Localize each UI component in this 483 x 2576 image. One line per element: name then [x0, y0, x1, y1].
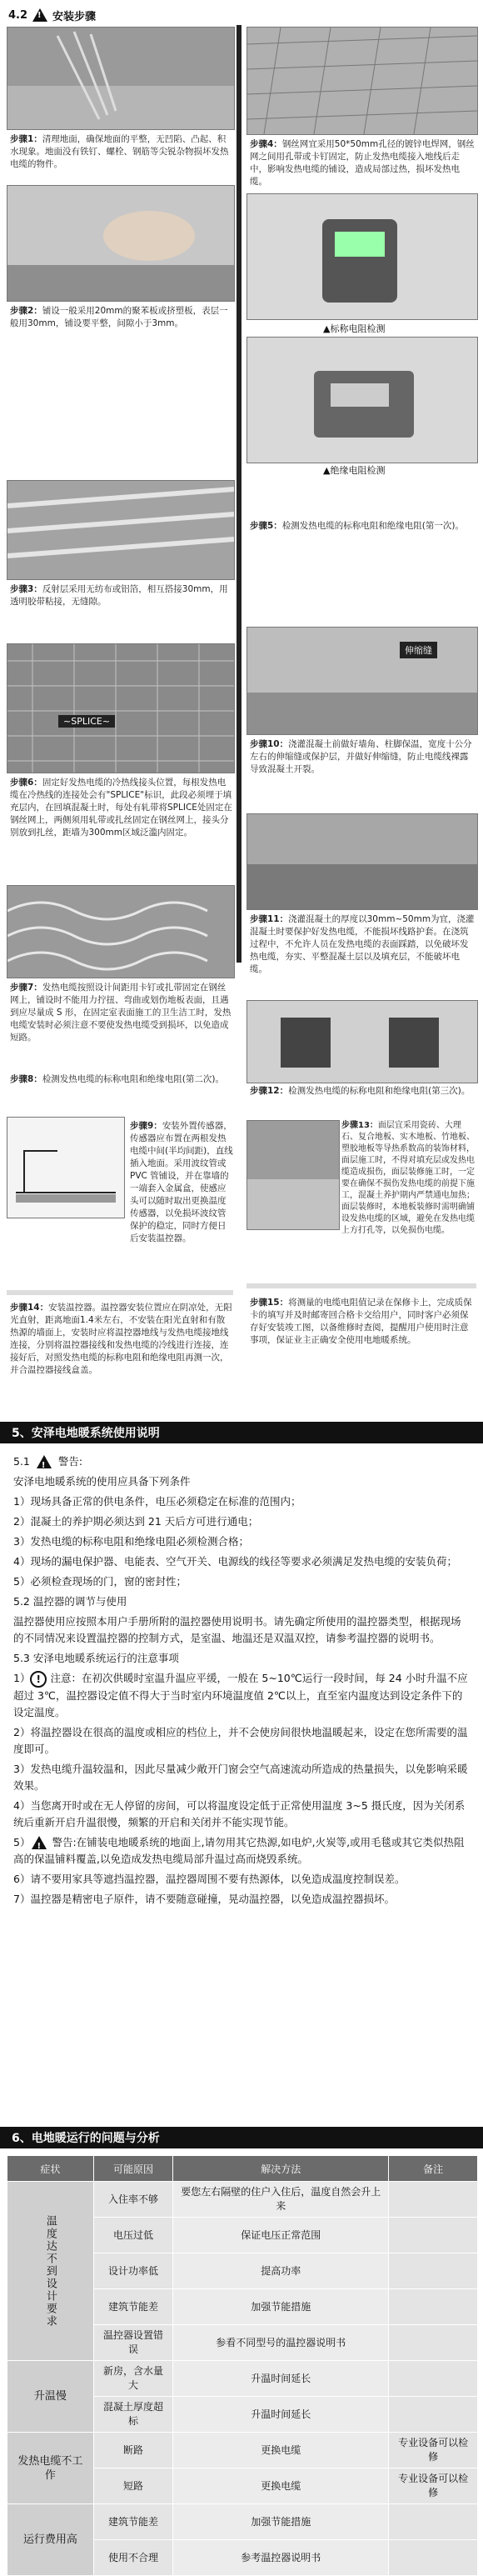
remark-cell — [389, 2218, 478, 2253]
s51-item-3: 3）发热电缆的标称电阻和绝缘电阻必须检测合格； — [13, 1535, 249, 1548]
step13-photo — [246, 1120, 340, 1230]
step5-text: 检测发热电缆的标称电阻和绝缘电阻(第一次)。 — [281, 521, 465, 531]
cause-cell: 短路 — [93, 2468, 172, 2504]
insulation-resistance-text: ▲绝缘电阻检测 — [323, 465, 386, 476]
step1-label: 步骤1： — [10, 134, 42, 144]
cause-cell: 建筑节能差 — [93, 2289, 172, 2325]
col-symptom: 症状 — [7, 2156, 94, 2182]
s51-warn: 警告: — [57, 1455, 83, 1468]
s53-item-4: 4）当您离开时或在无人停留的房间，可以将温度设定低于正常使用温度 3~5 摄氏度，因为关闭系统后重新开启升温很慢，频繁的开启和关闭并不能实现节能。 — [13, 1798, 466, 1828]
step8-text: 检测发热电缆的标称电阻和绝缘电阻(第二次)。 — [42, 1074, 225, 1084]
solution-cell: 更换电缆 — [173, 2468, 389, 2504]
table-row — [7, 2504, 478, 2540]
s51-item-5: 5）必须检查现场的门，窗的密封性； — [13, 1575, 187, 1588]
remark-cell — [389, 2397, 478, 2433]
s53-item-5-text: 警告:在铺装电地暖系统的地面上,请勿用其它热源,如电炉,火炭等,或用毛毯或其它类似热阻高的保温铺料覆盖,以免造成发热电缆局部升温过高而烧毁系统。 — [13, 1835, 465, 1865]
s51-item-4: 4）现场的漏电保护器、电能表、空气开关、电源线的线径等要求必须满足发热电缆的安装负荷； — [13, 1555, 457, 1568]
symptom-text: 温度达不到设计要求 — [43, 2214, 57, 2328]
step12-photo — [246, 1000, 478, 1083]
expansion-joint-text: 伸缩缝 — [405, 645, 432, 656]
step2-label: 步骤2： — [10, 306, 42, 316]
step10-caption — [250, 738, 475, 776]
step11-label: 步骤11： — [250, 914, 289, 924]
symptom-cell: 升温慢 — [7, 2361, 94, 2433]
section-header — [8, 5, 96, 25]
s53-title: 5.3 安泽电地暖系统运行的注意事项 — [13, 1652, 179, 1664]
section5-header — [0, 1422, 483, 1443]
step9-text: 安装外置传感器，传感器应布置在两根发热电缆中间(半均间距)，直线插入地面。采用波纹管或 PVC 管铺设，并在靠墙的一端套入金属盒，使感应头可以随时取出更换温度传感器，以免损坏波纹管保护的稳定，同时方便日后安装温控器。 — [130, 1121, 233, 1243]
step3-label: 步骤3： — [10, 584, 42, 594]
step7-caption — [10, 982, 233, 1044]
step14-text: 安装温控器。温控器安装位置应在阴凉处，无阳光直射，距离地面1.4米左右，不安装在阳光直射和有散热源的墙面上，安装时应将温控器地线与发热电缆接地线连接，分别将温控器接线和发热电缆的冷线进行连接，连接好后，对照发热电缆的标称电阻和绝缘电阻再测一次，并合温控器接线盒盖。 — [10, 1303, 232, 1375]
step6-text: 固定好发热电缆的冷热线接头位置，每根发热电缆在冷热线的连接处会有"SPLICE"标识，此段必须埋于填充层内，在回填混凝土时，每处有轧带将SPLICE处固定在钢丝网上，两侧须用轧带或扎丝固定在钢丝网上，接头分别放到扎丝，距墙为300mm区域泛滥内固定。 — [10, 778, 232, 838]
insulation-resistance-label — [323, 463, 385, 477]
solution-cell: 要您左右隔壁的住户入住后，温度自然会升上来 — [173, 2182, 389, 2218]
solution-cell: 加强节能措施 — [173, 2504, 389, 2540]
step2-caption — [10, 305, 233, 330]
step11-text: 浇灌混凝土的厚度以30mm~50mm为宜，浇灌混凝土时要保护好发热电缆，不能损坏线路护套。在浇筑过程中，不允许人员在发热电缆的表面踩踏，以免破坏发热电缆，夯实、平整混凝土层以及填充层，不能破坏电缆。 — [250, 914, 475, 974]
remark-cell — [389, 2504, 478, 2540]
step2-photo — [7, 185, 235, 302]
step12-label: 步骤12： — [250, 1086, 289, 1096]
s53-item-1-num: 1） — [13, 1672, 31, 1684]
step14-divider — [7, 1290, 233, 1295]
s51-intro: 安泽电地暖系统的使用应具备下列条件 — [13, 1475, 191, 1488]
step8-label: 步骤8： — [10, 1074, 42, 1084]
remark-cell — [389, 2540, 478, 2576]
faults-table — [7, 2155, 478, 2576]
cause-cell: 温控器设置错误 — [93, 2325, 172, 2361]
step12-text: 检测发热电缆的标称电阻和绝缘电阻(第三次)。 — [288, 1086, 471, 1096]
col-remark: 备注 — [389, 2156, 478, 2182]
step10-text: 浇灌混凝土前做好墙角、柱脚保温，宽度十公分左右的伸缩缝或保护层，并做好伸缩缝，防止电缆线裸露导致混凝土开裂。 — [250, 739, 472, 774]
col-cause: 可能原因 — [93, 2156, 172, 2182]
s53-item-7: 7）温控器是精密电子原件，请不要随意碰撞，晃动温控器，以免造成温控器损坏。 — [13, 1892, 395, 1905]
s51-item-1: 1）现场具备正常的供电条件，电压必须稳定在标准的范围内； — [13, 1495, 301, 1508]
step13-caption — [341, 1120, 476, 1237]
step3-photo — [7, 480, 235, 580]
table-row — [7, 2433, 478, 2468]
step15-label: 步骤15： — [250, 1298, 289, 1308]
solution-cell: 升温时间延长 — [173, 2397, 389, 2433]
step5-photo-nominal — [246, 193, 478, 320]
step15-text: 将测量的电缆电阻值记录在保修卡上，完成质保卡的填写并及时邮寄回合格卡交给用户，同时客户必须保存好安装竣工图，以备维修时查阅，提醒用户使用时注意事项，保证业主正确安全使用电地暖系统。 — [250, 1298, 472, 1345]
remark-cell — [389, 2182, 478, 2218]
step5-label: 步骤5： — [250, 521, 282, 531]
remark-cell: 专业设备可以检修 — [389, 2433, 478, 2468]
splice-label — [58, 715, 115, 728]
cause-cell: 断路 — [93, 2433, 172, 2468]
remark-cell — [389, 2361, 478, 2397]
table-row — [7, 2182, 478, 2218]
solution-cell: 提高功率 — [173, 2253, 389, 2289]
solution-cell: 参考温控器说明书 — [173, 2540, 389, 2576]
solution-cell: 加强节能措施 — [173, 2289, 389, 2325]
step9-diagram — [7, 1117, 125, 1218]
table-row — [7, 2361, 478, 2397]
step6-label: 步骤6： — [10, 778, 42, 788]
cause-cell: 混凝土厚度超标 — [93, 2397, 172, 2433]
remark-cell — [389, 2253, 478, 2289]
step4-text: 钢丝网宜采用50*50mm孔径的镀锌电焊网，钢丝网之间用孔带或卡钉固定，防止发热电缆接入地线后走中，影响发热电缆的铺设，造成局部过热，损坏发热电缆。 — [250, 139, 475, 187]
warning-icon — [37, 1455, 52, 1468]
step8-caption — [10, 1073, 233, 1086]
step7-label: 步骤7： — [10, 983, 42, 993]
s53-item-2: 2）将温控器设在很高的温度或相应的档位上，并不会使房间很快地温暖起来，设定在您所需要的温度即可。 — [13, 1725, 468, 1755]
step14-label: 步骤14： — [10, 1303, 49, 1313]
s53-item-1 — [13, 1670, 470, 1721]
splice-text: ~SPLICE~ — [63, 716, 111, 727]
cause-cell: 建筑节能差 — [93, 2504, 172, 2540]
s53-item-5 — [13, 1834, 470, 1868]
step10-label: 步骤10： — [250, 739, 289, 749]
step1-caption — [10, 133, 233, 171]
step1-photo — [7, 27, 235, 130]
s51-item-2: 2）混凝土的养护期必须达到 21 天后方可进行通电； — [13, 1515, 259, 1528]
step14-caption — [10, 1302, 233, 1377]
step6-caption — [10, 777, 233, 839]
solution-cell: 升温时间延长 — [173, 2361, 389, 2397]
s53-item-1-text: 注意：在初次供暖时室温升温应平缓，一般在 5~10℃运行一段时间，每 24 小时升温不应超过 3℃，温控器设定值不得大于当时室内环境温度值 2℃以上，直至室内温度达到设定条件下的设定温度。 — [13, 1672, 468, 1718]
step3-text: 反射层采用无纺布或铝箔，相互搭接30mm，用透明胶带粘接，无缝隙。 — [10, 584, 228, 607]
expansion-joint-label — [400, 642, 437, 658]
cause-cell: 电压过低 — [93, 2218, 172, 2253]
step13-label: 步骤13： — [341, 1121, 378, 1130]
s53-item-3: 3）发热电缆升温较温和，因此尽量减少敞开门窗会空气高速流动所造成的热量损失，以免影响采暖效果。 — [13, 1762, 468, 1792]
step10-photo — [246, 627, 478, 735]
remark-cell — [389, 2289, 478, 2325]
s52-text: 温控器使用应按照本用户手册所附的温控器使用说明书。请先确定所使用的温控器类型，根据现场的不同情况来设置温控器的控制方式，是室温、地温还是双温双控，请参考温控器的说明书。 — [13, 1615, 461, 1644]
faults-header-row — [7, 2156, 478, 2182]
step4-photo — [246, 27, 478, 135]
step9-caption — [130, 1120, 233, 1245]
step9-label: 步骤9： — [130, 1121, 162, 1131]
s52-title: 5.2 温控器的调节与使用 — [13, 1595, 127, 1608]
step2-text: 铺设一般采用20mm的聚苯板或挤塑板，表层一般用30mm，铺设要平整，间隙小于3mm。 — [10, 306, 228, 328]
warning-icon — [32, 1836, 47, 1849]
step3-caption — [10, 583, 233, 608]
cause-cell: 使用不合理 — [93, 2540, 172, 2576]
col-solution: 解决方法 — [173, 2156, 389, 2182]
section5-heading: 5、安泽电地暖系统使用说明 — [12, 1427, 160, 1440]
step13-text: 面层宜采用瓷砖、大理石、复合地板、实木地板、竹地板、塑胶地板等导热系数高的装饰材料，面层施工时，不得对填充层或发热电缆造成损伤，面层装修施工时，一定要在确保不损伤发热电缆的前提下施工，混凝土养护期内严禁通电加热；面层装修时，本地板装修时需明确铺设发热电缆的区域，避免在发热电缆上方打孔等，以免损伤电缆。 — [341, 1121, 475, 1235]
solution-cell: 参看不同型号的温控器说明书 — [173, 2325, 389, 2361]
nominal-resistance-text: ▲标称电阻检测 — [323, 323, 386, 334]
section5-body — [13, 1453, 470, 1911]
cause-cell: 入住率不够 — [93, 2182, 172, 2218]
step7-text: 发热电缆按照设计间距用卡钉或扎带固定在钢丝网上，铺设时不能用力拧扭、弯曲或划伤地板表面，且遇到应尽量成 S 形，在固定室表面施工的卫生洁工时，发热电缆安装时必须注意不要使发热电缆受到损坏，以免造成短路。 — [10, 983, 232, 1043]
warning-icon — [32, 8, 47, 22]
cause-cell: 新房，含水量大 — [93, 2361, 172, 2397]
step5-photo-insulation — [246, 337, 478, 463]
section6-heading: 6、电地暖运行的问题与分析 — [12, 2132, 160, 2145]
symptom-cell: 发热电缆不工作 — [7, 2433, 94, 2504]
remark-cell — [389, 2325, 478, 2361]
caution-icon — [30, 1671, 47, 1688]
section6-header — [0, 2127, 483, 2148]
step12-caption — [250, 1085, 475, 1098]
section-title: 安装步骤 — [52, 10, 97, 23]
step5-caption — [250, 520, 475, 533]
solution-cell: 保证电压正常范围 — [173, 2218, 389, 2253]
step1-text: 清理地面，确保地面的平整，无凹陷、凸起、积水现象。地面没有铁钉、螺栓、钢筋等尖锐杂物损坏发热电缆的物件。 — [10, 134, 229, 169]
solution-cell: 更换电缆 — [173, 2433, 389, 2468]
step4-caption — [250, 138, 475, 188]
step15-caption — [250, 1297, 475, 1347]
s53-item-5-num: 5） — [13, 1835, 31, 1848]
step7-photo — [7, 885, 235, 978]
s53-item-6: 6）请不要用家具等遮挡温控器，温控器周围不要有热源体，以免造成温度控制误差。 — [13, 1872, 406, 1885]
step15-divider — [246, 1283, 476, 1288]
symptom-cell — [7, 2182, 94, 2361]
nominal-resistance-label — [323, 322, 385, 335]
section-number: 4.2 — [8, 8, 28, 22]
s51-warning-line — [13, 1453, 470, 1470]
step11-photo — [246, 813, 478, 910]
symptom-cell: 运行费用高 — [7, 2504, 94, 2576]
remark-cell: 专业设备可以检修 — [389, 2468, 478, 2504]
step6-photo — [7, 643, 235, 773]
s51-title: 5.1 — [13, 1455, 30, 1468]
step4-label: 步骤4： — [250, 139, 282, 149]
step11-caption — [250, 913, 475, 976]
cause-cell: 设计功率低 — [93, 2253, 172, 2289]
timeline-bar — [237, 25, 242, 963]
